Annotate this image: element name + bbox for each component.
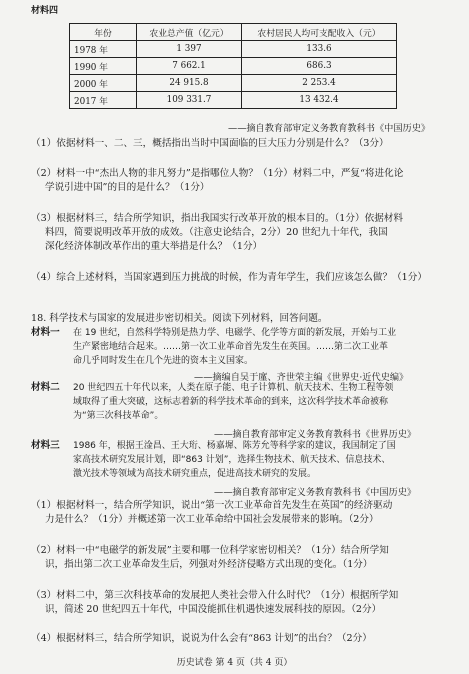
- table-header-cell: 农业总产值（亿元）: [137, 24, 242, 41]
- table-row: [70, 58, 397, 75]
- q18-part1-line1: （1）根据材料一，结合所学知识，说出“第一次工业革命首先发生在英国”的经济驱动: [31, 500, 393, 511]
- table-cell: 1 397: [137, 41, 242, 58]
- q17-part2-line1: （2）材料一中“杰出人物的非凡努力”是指哪位人物？（1分）材料二中，严复“将进化论: [31, 168, 404, 179]
- table-cell: 7 662.1: [137, 58, 242, 75]
- material4-label: 材料四: [31, 6, 59, 16]
- q17-part2-line2: 学说引进中国”的目的是什么？（1分）: [45, 182, 210, 193]
- q17-part4: （4）综合上述材料，当国家遇到压力挑战的时候，作为青年学生，我们应该怎么做？（1分）: [31, 272, 427, 283]
- material2-line2: 域取得了重大突破，这标志着新的科学技术革命的到来，这次科学技术革命被称: [73, 397, 389, 407]
- table-row: [70, 75, 397, 92]
- material2-source: ——摘自教育部审定义务教育教科书《世界历史》: [214, 429, 417, 440]
- q18-part2-line1: （2）材料一中“电磁学的新发展”主要和哪一位科学家密切相关？（1分）结合所学知: [31, 545, 389, 556]
- table-row: [70, 92, 397, 109]
- table-header-cell: 农村居民人均可支配收入（元）: [242, 24, 397, 41]
- table-cell: 109 331.7: [137, 92, 242, 109]
- material1-label: 材料一: [31, 327, 60, 338]
- material2-line1: 20 世纪四五十年代以来，人类在原子能、电子计算机、航天技术、生物工程等领: [73, 383, 394, 393]
- material1-source: ——摘编自吴于廑、齐世荣主编《世界史·近代史编》: [194, 372, 409, 383]
- material1-line1: 在 19 世纪，自然科学特别是热力学、电磁学、化学等方面的新发展，开始与工业: [73, 328, 397, 338]
- table-header-cell: 年份: [70, 24, 137, 41]
- table-row: [70, 41, 397, 58]
- material3-source: ——摘自教育部审定义务教育教科书《中国历史》: [214, 487, 417, 498]
- data-table: [69, 23, 397, 109]
- q18-part2-line2: 识，指出第二次工业革命发生后，列强对外经济侵略方式出现的变化。（1分）: [45, 559, 373, 570]
- q17-part1: （1）依据材料一、二、三，概括指出当时中国面临的巨大压力分别是什么？（3分）: [31, 138, 389, 149]
- table-cell: 2017 年: [70, 92, 137, 109]
- table-cell: 13 432.4: [242, 92, 397, 109]
- table-cell: 24 915.8: [137, 75, 242, 92]
- table-cell: 1978 年: [70, 41, 137, 58]
- material3-label: 材料三: [31, 440, 60, 451]
- material1-line2: 生产紧密地结合起来。……第一次工业革命首先发生在英国。……第二次工业革: [73, 342, 389, 352]
- material2-line3: 为“第三次科技革命”。: [73, 411, 164, 421]
- material3-line2: 家高技术研究发展计划，即“863 计划”，选择生物技术、航天技术、信息技术、: [73, 455, 391, 465]
- q18-part3-line2: 识，简述 20 世纪四五十年代，中国没能抓住机遇快速发展科技的原因。（2分）: [45, 604, 382, 615]
- q18-intro: 18. 科学技术与国家的发展进步密切相关。阅读下列材料，回答问题。: [31, 313, 328, 324]
- q17-part3-line3: 深化经济体制改革作出的重大举措是什么？（1分）: [45, 241, 263, 252]
- q17-part3-line1: （3）根据材料三，结合所学知识，指出我国实行改革开放的根本目的。（1分）依据材料: [31, 213, 403, 224]
- q18-part1-line2: 力是什么？（1分）并概述第一次工业革命给中国社会发展带来的影响。（2分）: [45, 514, 379, 525]
- table-cell: 686.3: [242, 58, 397, 75]
- material2-label: 材料二: [31, 382, 60, 393]
- table-cell: 2000 年: [70, 75, 137, 92]
- table-cell: 1990 年: [70, 58, 137, 75]
- q17-part3-line2: 料四，简要说明改革开放的成效。（注意史论结合，2分）20 世纪九十年代，我国: [45, 227, 388, 238]
- material3-line3: 激光技术等领域为高技术研究重点，促进高技术研究的发展。: [73, 469, 317, 479]
- source-citation: ——摘自教育部审定义务教育教科书《中国历史》: [228, 123, 431, 134]
- q18-part4: （4）根据材料三，结合所学知识，说说为什么会有“863 计划”的出台？（2分）: [31, 633, 372, 644]
- material3-line1: 1986 年，根据王淦昌、王大珩、杨嘉墀、陈芳允等科学家的建议，我国制定了国: [73, 441, 396, 451]
- material1-line3: 命几乎同时发生在几个先进的资本主义国家。: [73, 356, 254, 366]
- table-header-row: [70, 24, 397, 41]
- table-cell: 2 253.4: [242, 75, 397, 92]
- q18-part3-line1: （3）材料二中，第三次科技革命的发展把人类社会带入什么时代？（1分）根据所学知: [31, 590, 399, 601]
- table-cell: 133.6: [242, 41, 397, 58]
- page-footer: 历史试卷 第 4 页（共 4 页）: [176, 658, 293, 668]
